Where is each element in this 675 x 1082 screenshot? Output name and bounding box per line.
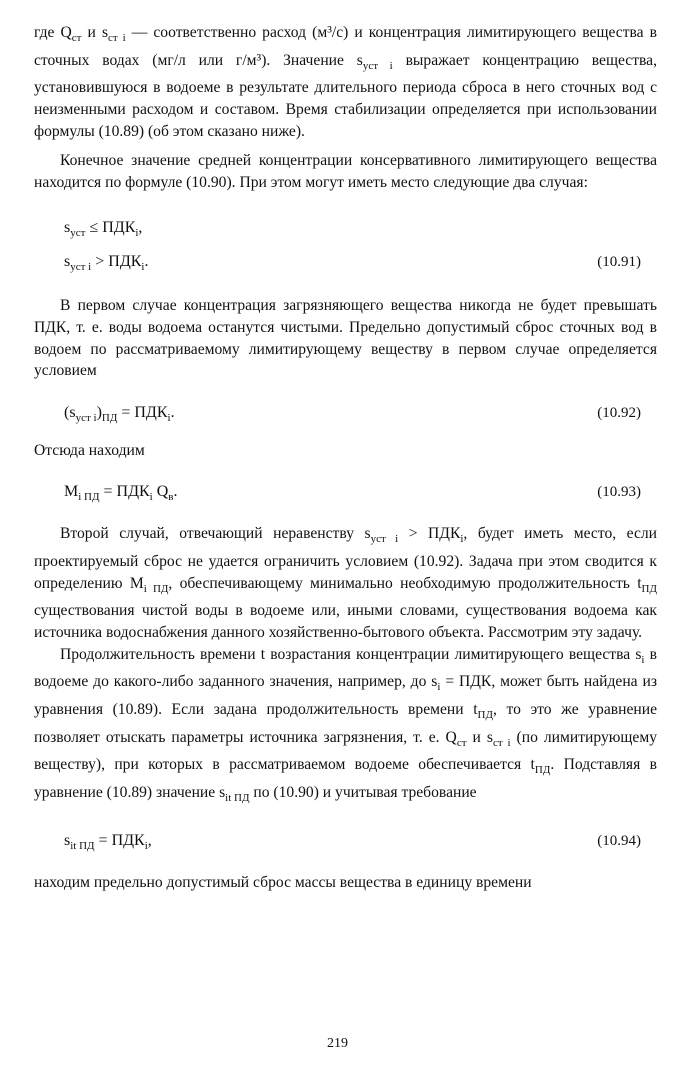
paragraph-5: Второй случай, отвечающий неравенству $s_{уст i} > ПДК_i$, будет иметь место, если проектируемый сброс не удается ограничить условием (10.92). Задача при этом сводится к определению $M_{i ПД}$, обеспечивающему минимально необходимую продолжительность $t_{ПД}$ существования чистой воды в водоеме или, иными словами, существования водоема как источника водоснабжения данного хозяйственно-бытового объекта. Рассмотрим эту задачу.	[34, 525, 658, 641]
paragraph-6: Продолжительность времени t возрастания концентрации лимитирующего вещества $s_i$ в водоеме до какого-либо заданного значения, например, до $s_i$ = ПДК, может быть найдена из уравнения (10.89). Если задана продолжительность времени $t_{ПД}$, то это же уравнение позволяет отыскать параметры источника загрязнения, т. е. $Q_{ст}$ и $s_{ст i}$ (по лимитирующему веществу), при которых в рассматриваемом водоеме обеспечивается $t_{ПД}$. Подставляя в уравнение (10.89) значение $s_{it ПД}$ по (10.90) и учитывая требование	[34, 645, 658, 805]
formula-text: $(s_{уст i})_{ПД} = ПДК_i$.	[64, 403, 175, 424]
equation-number: (10.91)	[597, 254, 641, 271]
page-number: 219	[327, 1036, 348, 1051]
paragraph-1: где $Q_{ст}$ и $s_{ст i}$ — соответственно расход (м³/с) и концентрация лимитирующего вещества в сточных водах (мг/л или г/м³). Значение $s_{уст i}$ выражает концентрацию вещества, установившуюся в водоеме в результате длительного периода сброса в него сточных вод с неизменными расходом и составом. Время стабилизации определяется при использовании формулы (10.89) (об этом сказано ниже).	[34, 24, 658, 140]
equation-number: (10.94)	[597, 832, 641, 849]
formula-10-93	[34, 475, 657, 509]
formula-text: $s_{уст} \le ПДК_i$,	[64, 219, 143, 240]
equation-number: (10.92)	[597, 404, 641, 421]
formula-10-92	[34, 396, 657, 430]
paragraph-7: находим предельно допустимый сброс массы вещества в единицу времени	[34, 873, 532, 891]
formula-ust-le	[34, 211, 657, 245]
formula-10-94	[34, 824, 657, 858]
paragraph-4: Отсюда находим	[34, 441, 145, 459]
formula-text: $s_{уст i} > ПДК_i$.	[64, 253, 149, 274]
paragraph-2: Конечное значение средней концентрации консервативного лимитирующего вещества находится по формуле (10.90). При этом могут иметь место следующие два случая:	[34, 152, 657, 191]
formula-10-91	[34, 245, 657, 279]
equation-number: (10.93)	[597, 484, 641, 501]
paragraph-3: В первом случае концентрация загрязняющего вещества никогда не будет превышать ПДК, т. е. воды водоема останутся чистыми. Предельно допустимый сброс сточных вод в водоем по рассматриваемому лимитирующему веществу в первом случае определяется условием	[34, 297, 657, 380]
formula-text: $s_{it ПД} = ПДК_i$,	[64, 831, 152, 852]
formula-text: $M_{i ПД} = ПДК_i$ $Q_в$.	[64, 483, 178, 504]
